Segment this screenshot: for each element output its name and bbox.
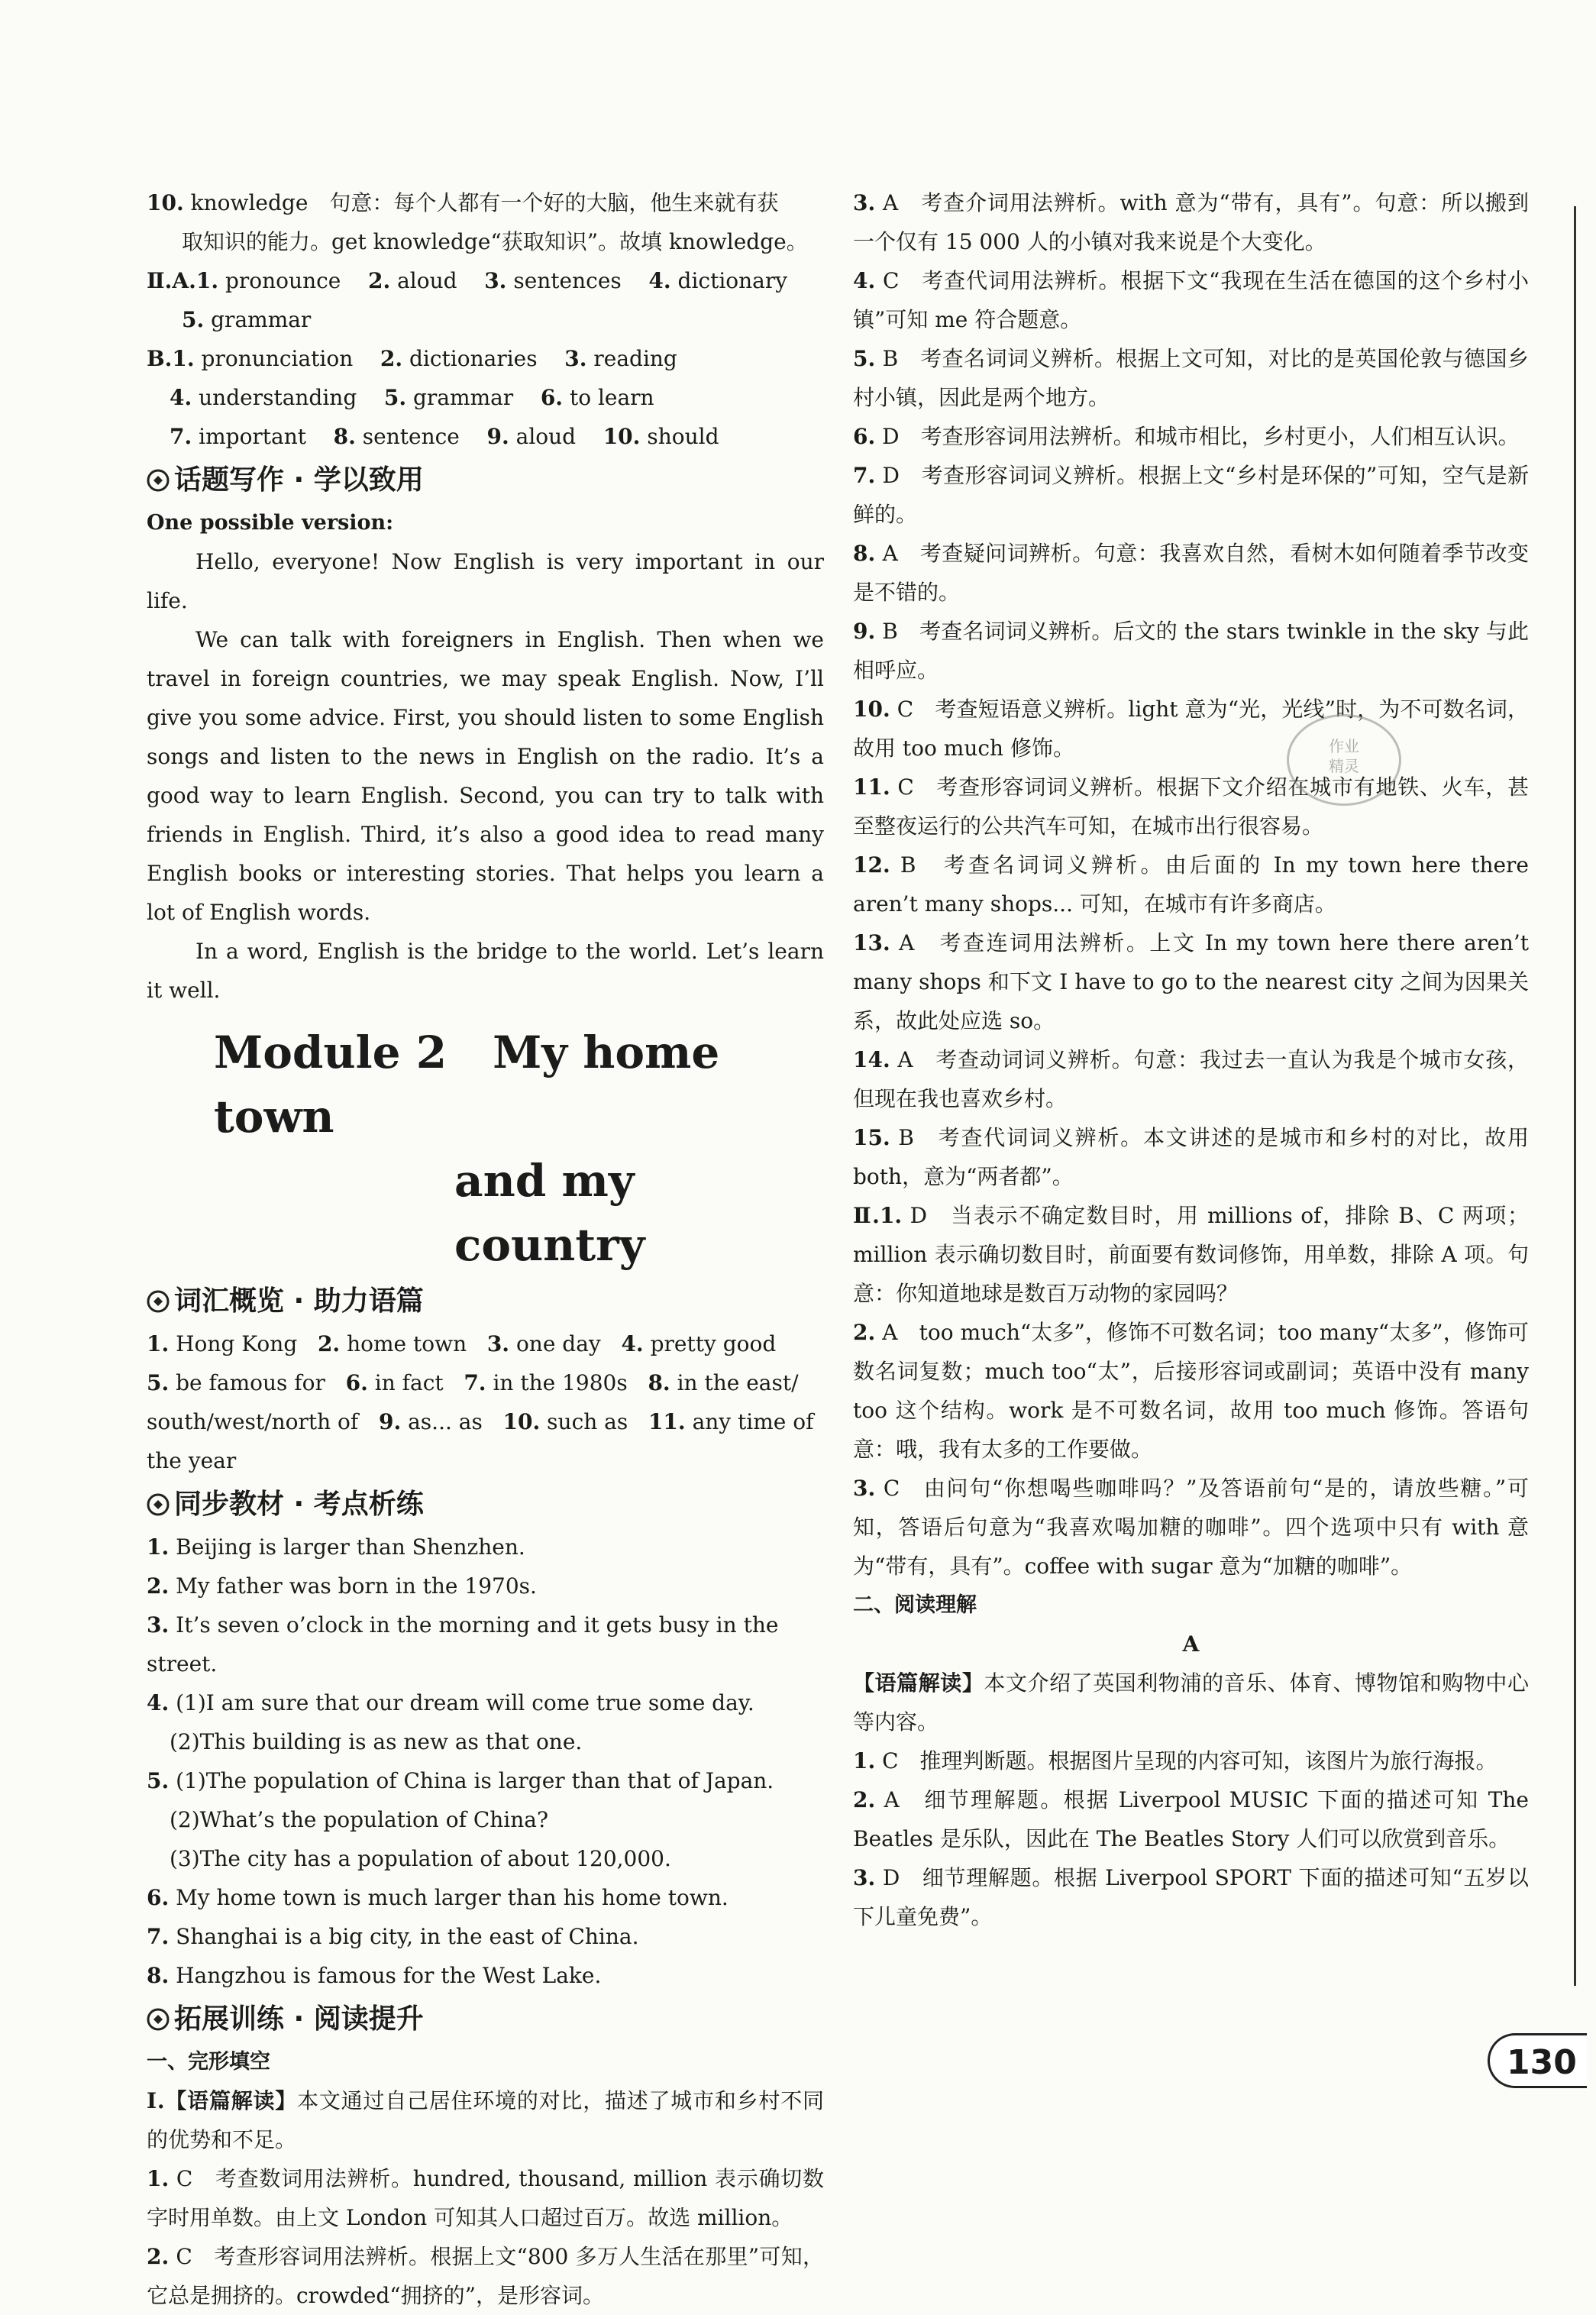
section-heading-writing: 话题写作 · 学以致用 (147, 461, 824, 500)
sync-2: 2. My father was born in the 1970s. (147, 1573, 537, 1599)
essay-para-2: We can talk with foreigners in English. Then when we travel in foreign countries, we may speak English. Now, I’ll give you some advice. First, you should listen to some English songs and listen to the news in English on the radio. It’s a good way to learn English. Second, you can try to talk with friends in English. Third, it’s also a good idea to read many English books or interesting stories. That helps you learn a lot of English words. (147, 627, 824, 925)
cloze-answer-6: 6. D 考查形容词用法辨析。和城市相比，乡村更小，人们相互认识。 (853, 424, 1520, 449)
cloze-answer-13: 13. A 考查连词用法辨析。上文 In my town here there aren’t many shops 和下文 I have to go to the nearest city 之间为因果关系，故此处应选 so。 (853, 930, 1529, 1033)
reading-title: 二、阅读理解 (853, 1593, 977, 1617)
cloze-answer-15: 15. B 考查代词词义辨析。本文讲述的是城市和乡村的对比，故用 both，意为“两者都”。 (853, 1125, 1529, 1189)
sync-5-2: (2)What’s the population of China? (170, 1807, 549, 1832)
reading-answer-3: 3. D 细节理解题。根据 Liverpool SPORT 下面的描述可知“五岁以下儿童免费”。 (853, 1865, 1529, 1929)
page-number: 130 (1488, 2033, 1587, 2088)
part-b-row3: 7. important 8. sentence 9. aloud 10. should (170, 424, 719, 449)
sync-6: 6. My home town is much larger than his home town. (147, 1885, 729, 1910)
vocab-row4: the year (147, 1448, 237, 1473)
sync-3: 3. It’s seven o’clock in the morning and it gets busy in the street. (147, 1612, 779, 1676)
part-ii-answer-1: Ⅱ.1. D 当表示不确定数目时，用 millions of，排除 B、C 两项；million 表示确切数目时，前面要有数词修饰，用单数，排除 A 项。句意：你知道地球是数百万动物的家园吗？ (853, 1203, 1529, 1306)
watermark-stamp: 作业 精灵 (1287, 714, 1401, 806)
cloze-intro: Ⅰ.【语篇解读】本文通过自己居住环境的对比，描述了城市和乡村不同的优势和不足。 (147, 2088, 824, 2152)
right-column (853, 183, 1529, 1936)
part-b-row1: B.1. pronunciation 2. dictionaries 3. reading (147, 346, 677, 371)
cloze-answer-1: 1. C 考查数词用法辨析。hundred, thousand, million 表示确切数字时用单数。由上文 London 可知其人口超过百万。故选 million。 (147, 2166, 824, 2230)
vocab-row3: south/west/north of 9. as... as 10. such as 11. any time of (147, 1409, 814, 1434)
answer-10: 10. knowledge 句意：每个人都有一个好的大脑，他生来就有获 (147, 190, 779, 215)
part-ii-answer-3: 3. C 由问句“你想喝些咖啡吗？”及答语前句“是的，请放些糖。”可知，答语后句意为“我喜欢喝加糖的咖啡”。四个选项中只有 with 意为“带有，具有”。coffee with sugar 意为“加糖的咖啡”。 (853, 1476, 1529, 1579)
reading-answer-1: 1. C 推理判断题。根据图片呈现的内容可知，该图片为旅行海报。 (853, 1748, 1497, 1773)
section-heading-sync: 同步教材 · 考点析练 (147, 1485, 824, 1524)
part-b-row2: 4. understanding 5. grammar 6. to learn (170, 385, 654, 410)
section-heading-extension: 拓展训练 · 阅读提升 (147, 2000, 824, 2039)
section-arrow-icon (147, 2008, 170, 2031)
sync-1: 1. Beijing is larger than Shenzhen. (147, 1534, 525, 1560)
sync-5-3: (3)The city has a population of about 120,000. (170, 1846, 671, 1871)
cloze-answer-2: 2. C 考查形容词用法辨析。根据上文“800 多万人生活在那里”可知，它总是拥挤的。crowded“拥挤的”，是形容词。 (147, 2244, 824, 2308)
part-ii-a: Ⅱ.A.1. pronounce 2. aloud 3. sentences 4. dictionary (147, 268, 788, 293)
cloze-answer-14: 14. A 考查动词词义辨析。句意：我过去一直认为我是个城市女孩，但现在我也喜欢乡村。 (853, 1047, 1529, 1111)
cloze-answer-11: 11. C 考查形容词词义辨析。根据下文介绍在城市有地铁、火车，甚至整夜运行的公共汽车可知，在城市出行很容易。 (853, 774, 1529, 839)
section-heading-vocab: 词汇概览 · 助力语篇 (147, 1282, 824, 1321)
sync-4-2: (2)This building is as new as that one. (170, 1729, 583, 1754)
cloze-answer-8: 8. A 考查疑问词辨析。句意：我喜欢自然，看树木如何随着季节改变是不错的。 (853, 541, 1529, 605)
sync-4-1: 4. (1)I am sure that our dream will come true some day. (147, 1690, 754, 1715)
cloze-answer-7: 7. D 考查形容词词义辨析。根据上文“乡村是环保的”可知，空气是新鲜的。 (853, 463, 1529, 527)
cloze-answer-12: 12. B 考查名词词义辨析。由后面的 In my town here there aren’t many shops... 可知，在城市有许多商店。 (853, 852, 1529, 917)
cloze-answer-9: 9. B 考查名词词义辨析。后文的 the stars twinkle in the sky 与此相呼应。 (853, 619, 1529, 683)
cloze-answer-10: 10. C 考查短语意义辨析。light 意为“光，光线”时，为不可数名词，故用 too much 修饰。 (853, 697, 1529, 761)
vocab-row1: 1. Hong Kong 2. home town 3. one day 4. pretty good (147, 1331, 777, 1356)
page-edge-rule (1574, 206, 1576, 1986)
answer-10-cont: 取知识的能力。get knowledge“获取知识”。故填 knowledge。 (182, 229, 808, 254)
sync-8: 8. Hangzhou is famous for the West Lake. (147, 1963, 602, 1988)
cloze-answer-3: 3. A 考查介词用法辨析。with 意为“带有，具有”。句意：所以搬到一个仅有 15 000 人的小镇对我来说是个大变化。 (853, 190, 1529, 254)
section-arrow-icon (147, 1290, 170, 1313)
section-arrow-icon (147, 469, 170, 492)
essay-label: One possible version: (147, 511, 394, 535)
essay-para-3: In a word, English is the bridge to the world. Let’s learn it well. (147, 939, 824, 1003)
section-arrow-icon (147, 1493, 170, 1516)
part-ii-a-5: 5. grammar (182, 307, 312, 332)
left-column (147, 183, 824, 2315)
cloze-answer-5: 5. B 考查名词词义辨析。根据上文可知，对比的是英国伦敦与德国乡村小镇，因此是两个地方。 (853, 346, 1529, 410)
cloze-answer-4: 4. C 考查代词用法辨析。根据下文“我现在生活在德国的这个乡村小镇”可知 me 符合题意。 (853, 268, 1529, 332)
reading-intro: 【语篇解读】本文介绍了英国利物浦的音乐、体育、博物馆和购物中心等内容。 (853, 1670, 1529, 1735)
reading-answer-2: 2. A 细节理解题。根据 Liverpool MUSIC 下面的描述可知 The Beatles 是乐队，因此在 The Beatles Story 人们可以欣赏到音乐。 (853, 1787, 1529, 1851)
module-title: Module 2 My home town and my country (214, 1027, 720, 1271)
cloze-title: 一、完形填空 (147, 2050, 270, 2074)
essay-para-1: Hello, everyone! Now English is very important in our life. (147, 549, 824, 613)
reading-passage-label: A (1182, 1631, 1200, 1657)
vocab-row2: 5. be famous for 6. in fact 7. in the 1980s 8. in the east/ (147, 1370, 799, 1395)
sync-7: 7. Shanghai is a big city, in the east of China. (147, 1924, 639, 1949)
sync-5-1: 5. (1)The population of China is larger than that of Japan. (147, 1768, 774, 1793)
part-ii-answer-2: 2. A too much“太多”，修饰不可数名词；too many“太多”，修饰可数名词复数；much too“太”，后接形容词或副词；英语中没有 many too 这个结构。work 是不可数名词，故用 too much 修饰。答语句意：哦，我有太多的工作要做。 (853, 1320, 1529, 1462)
